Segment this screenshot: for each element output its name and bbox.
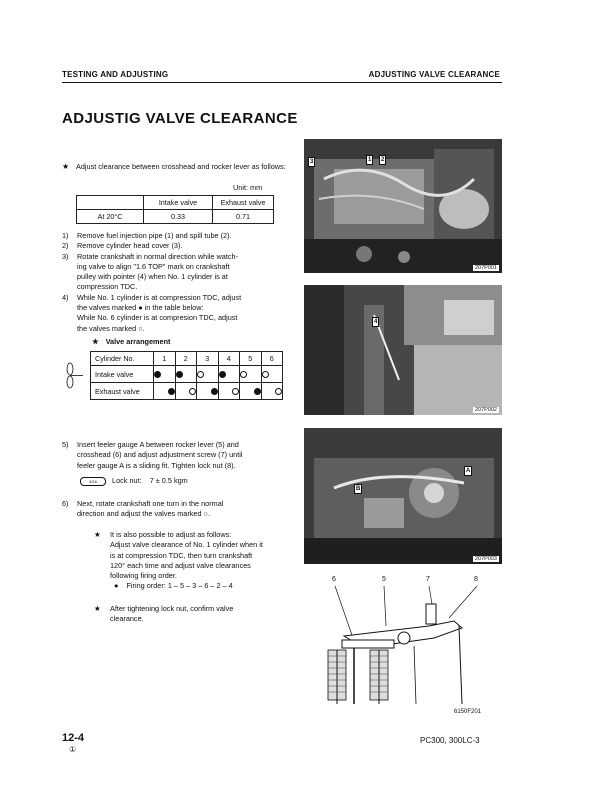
page-number: 12-4 [62, 732, 85, 744]
adjust-at-no6-marker [232, 388, 239, 395]
steps-list-b-cont [62, 499, 294, 520]
step-line: Remove fuel injection pipe (1) and spill tube (2). [77, 231, 232, 240]
diagram-label-6: 6 [332, 576, 336, 583]
step-number: 3) [62, 251, 69, 261]
photo-code: 207P002 [474, 407, 497, 413]
adjust-at-no6-marker [240, 371, 247, 378]
intro-star-icon: ★ [62, 162, 70, 171]
note-star-icon: ★ [94, 604, 101, 613]
step-item [62, 241, 292, 251]
unit-label: Unit: mm [233, 183, 263, 192]
step-line: While No. 6 cylinder is at compresion TDC, adjust [77, 313, 238, 323]
valve-header-5: 5 [240, 352, 262, 366]
clearance-header-intake: Intake valve [144, 196, 213, 210]
valve-cell [154, 383, 176, 400]
torque-spec [80, 476, 188, 486]
photo-feeler-gauge-image [304, 428, 502, 564]
rocker-diagram [304, 576, 502, 715]
adjust-at-no6-marker [275, 388, 282, 395]
note-line: Adjust valve clearance of No. 1 cylinder when it [110, 540, 263, 550]
step-line: Remove cylinder head cover (3). [77, 241, 183, 251]
photo-pulley-pointer-image [304, 285, 502, 415]
note-line: 120° each time and adjust valve clearances [110, 560, 251, 570]
step-line: Next, rotate crankshaft one turn in the normal [77, 499, 224, 508]
valve-cell [261, 383, 283, 400]
note-star-icon: ★ [94, 530, 101, 539]
photo-feeler-gauge [304, 428, 502, 564]
step-number: 6) [62, 499, 69, 508]
adjust-at-no1-marker [176, 371, 183, 378]
step-line: the valves marked ● in the table below: [77, 303, 204, 313]
header-section-title: TESTING AND ADJUSTING [62, 70, 169, 79]
photo-code: 207P003 [474, 556, 497, 562]
diagram-label-8: 8 [474, 576, 478, 583]
page-title: ADJUSTIG VALVE CLEARANCE [62, 110, 298, 127]
clearance-intake-value: 0.33 [144, 210, 213, 224]
step-line: pulley with pointer (4) when No. 1 cylinder is at [77, 272, 228, 282]
callout-4: 4 [374, 319, 378, 325]
step-item [62, 252, 292, 293]
valve-arrangement-star-icon: ★ [92, 337, 99, 346]
callout-3: 3 [310, 159, 314, 165]
valve-cell [197, 383, 219, 400]
valve-header-2: 2 [175, 352, 197, 366]
step-line: crosshead (6) and adjust adjustment screw (7) until [77, 450, 243, 460]
clearance-exhaust-value: 0.71 [213, 210, 274, 224]
clearance-header-blank [77, 196, 144, 210]
revision-mark: ① [69, 745, 77, 754]
note-alt-method [94, 530, 294, 592]
adjust-at-no1-marker [168, 388, 175, 395]
step-number: 2) [62, 241, 69, 251]
clearance-table [76, 195, 274, 224]
valve-header-3: 3 [197, 352, 219, 366]
step-item [62, 499, 294, 520]
adjust-at-no6-marker [189, 388, 196, 395]
valve-header-6: 6 [261, 352, 283, 366]
clearance-header-exhaust: Exhaust valve [213, 196, 274, 210]
step-item [62, 293, 292, 334]
photo-engine-top-image [304, 139, 502, 273]
valve-cell [197, 366, 219, 383]
intro-block [62, 162, 292, 172]
torque-value: 7 ± 0.5 kgm [149, 476, 188, 485]
adjust-at-no1-marker [154, 371, 161, 378]
fan-icon [63, 362, 85, 390]
step-line: the valves marked ○. [77, 323, 145, 333]
valve-arrangement-heading [92, 337, 170, 347]
note-confirm [94, 604, 294, 625]
intake-row-label: Intake valve [91, 366, 154, 383]
callout-a: A [466, 468, 471, 474]
step-line: feeler gauge A is a sliding fit. Tighten lock nut (8). [77, 460, 236, 470]
step-line: Insert feeler gauge A between rocker lever (5) and [77, 440, 239, 449]
model-name: PC300, 300LC-3 [420, 736, 480, 745]
adjust-at-no6-marker [197, 371, 204, 378]
steps-list-b [62, 440, 294, 471]
note-line: It is also possible to adjust as follows: [110, 530, 232, 539]
callout-2: 2 [381, 157, 385, 163]
valve-cell [175, 366, 197, 383]
step-number: 1) [62, 231, 69, 240]
photo-engine-top [304, 139, 502, 273]
step-item [62, 231, 292, 241]
steps-list-a [62, 231, 292, 334]
step-number: 4) [62, 292, 69, 302]
header-rule [62, 82, 502, 83]
note-line: is at compression TDC, then turn crankshaft [110, 550, 253, 560]
adjust-at-no1-marker [219, 371, 226, 378]
note-line: clearance. [110, 614, 144, 624]
diagram-label-7: 7 [426, 576, 430, 583]
valve-cell [175, 383, 197, 400]
adjust-at-no1-marker [211, 388, 218, 395]
adjust-at-no6-marker [262, 371, 269, 378]
valve-cell [218, 366, 240, 383]
note-line: following firing order. [110, 571, 177, 581]
step-line: ing valve to align "1.6 TOP" mark on crankshaft [77, 261, 230, 271]
header-page-topic: ADJUSTING VALVE CLEARANCE [368, 70, 500, 79]
valve-cell [154, 366, 176, 383]
valve-cell [218, 383, 240, 400]
valve-arrangement-table [90, 351, 283, 400]
adjust-at-no1-marker [254, 388, 261, 395]
valve-cell [261, 366, 283, 383]
firing-order-text: Firing order: 1 – 5 – 3 – 6 – 2 – 4 [126, 581, 233, 591]
valve-header-cylinder: Cylinder No. [91, 352, 154, 366]
exhaust-row-label: Exhaust valve [91, 383, 154, 400]
rocker-arm-drawing [304, 576, 502, 706]
step-line: While No. 1 cylinder is at compression TDC, adjust [77, 292, 242, 302]
diagram-label-5: 5 [382, 576, 386, 583]
diagram-code: 6150F201 [454, 709, 482, 715]
valve-header-4: 4 [218, 352, 240, 366]
valve-arrangement-label: Valve arrangement [105, 337, 171, 346]
firing-order-bullet: ● [114, 581, 119, 591]
step-number: 5) [62, 440, 69, 449]
photo-pulley-pointer [304, 285, 502, 415]
step-item [62, 440, 294, 471]
step-line: compression TDC. [77, 282, 138, 292]
clearance-row-label: At 20°C [77, 210, 144, 224]
firing-order [114, 581, 294, 591]
intro-text: Adjust clearance between crosshead and rocker lever as follows: [76, 162, 286, 171]
step-line: Rotate crankshaft in normal direction while watch- [77, 251, 239, 261]
photo-code: 207P001 [474, 265, 497, 271]
callout-1: 1 [368, 157, 372, 163]
callout-b: B [356, 486, 361, 492]
note-line: After tightening lock nut, confirm valve [110, 604, 234, 613]
valve-cell [240, 366, 262, 383]
torque-label: Lock nut: [112, 476, 142, 485]
step-line: direction and adjust the valves marked ○. [77, 509, 210, 519]
torque-wrench-icon: 3/16 [80, 477, 106, 486]
valve-header-1: 1 [154, 352, 176, 366]
valve-cell [240, 383, 262, 400]
